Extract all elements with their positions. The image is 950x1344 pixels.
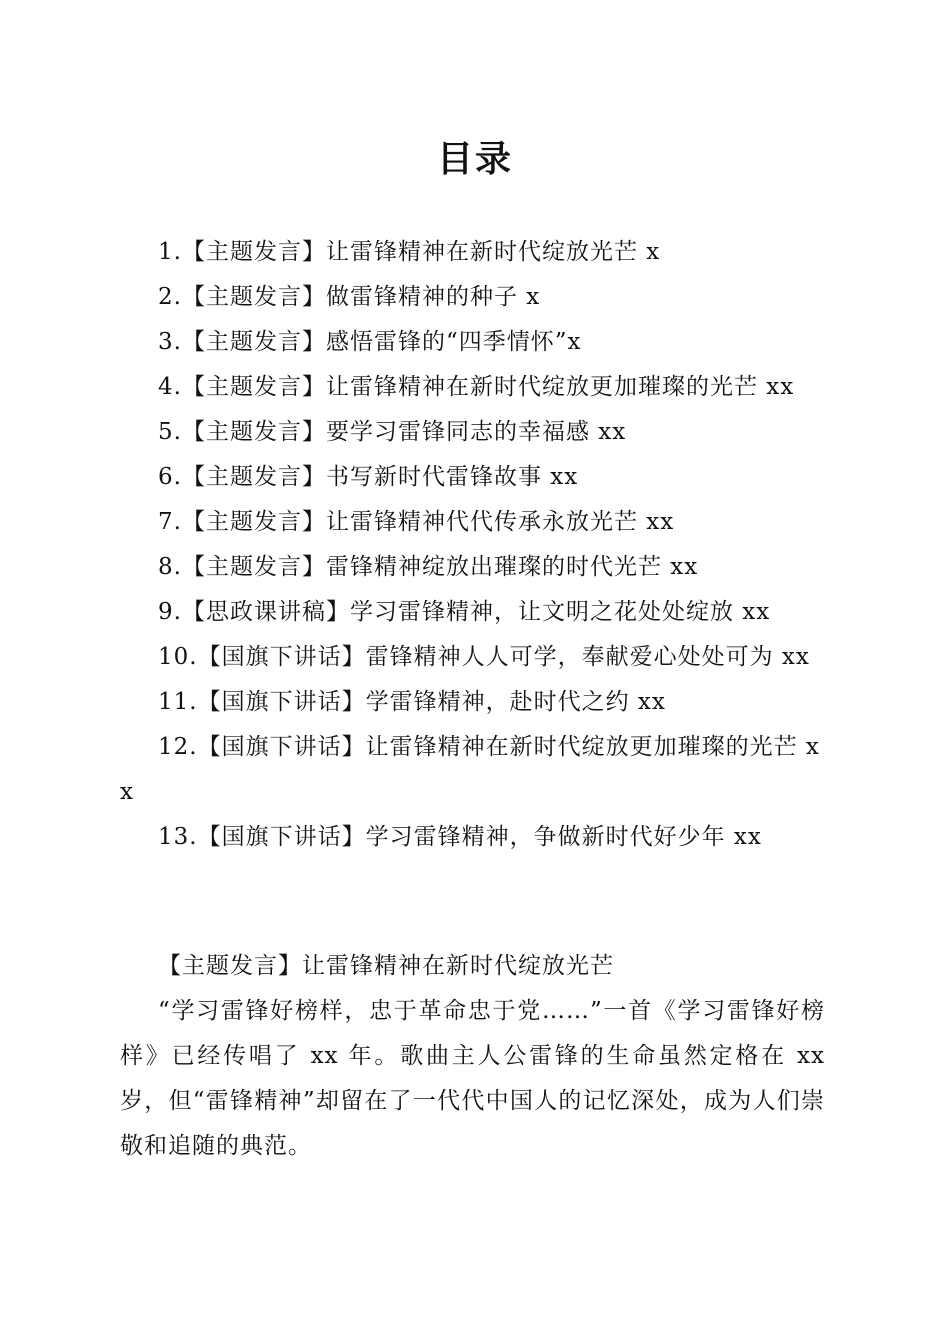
toc-item: 8.【主题发言】雷锋精神绽放出璀璨的时代光芒 xx bbox=[158, 554, 699, 580]
toc-item: 3.【主题发言】感悟雷锋的“四季情怀”x bbox=[158, 329, 582, 355]
toc-item: 11.【国旗下讲话】学雷锋精神，赴时代之约 xx bbox=[158, 689, 666, 715]
toc-item: 13.【国旗下讲话】学习雷锋精神，争做新时代好少年 xx bbox=[158, 824, 762, 850]
toc-item: 5.【主题发言】要学习雷锋同志的幸福感 xx bbox=[158, 419, 627, 445]
body-paragraph: “学习雷锋好榜样，忠于革命忠于党……”一首《学习雷锋好榜样》已经传唱了 xx 年。歌曲主人公雷锋的生命虽然定格在 xx 岁，但“雷锋精神”却留在了一代代中国人的记忆深处，成为人们崇敬和追随的典范。 bbox=[120, 998, 825, 1159]
toc-item: 10.【国旗下讲话】雷锋精神人人可学，奉献爱心处处可为 xx bbox=[158, 644, 810, 670]
toc-item: 2.【主题发言】做雷锋精神的种子 x bbox=[158, 284, 541, 310]
page-title: 目录 bbox=[436, 138, 513, 180]
table-of-contents bbox=[120, 230, 825, 860]
toc-item: 12.【国旗下讲话】让雷锋精神在新时代绽放更加璀璨的光芒 xx bbox=[120, 734, 820, 805]
toc-item: 6.【主题发言】书写新时代雷锋故事 xx bbox=[158, 464, 579, 490]
section-heading: 【主题发言】让雷锋精神在新时代绽放光芒 bbox=[158, 953, 614, 979]
toc-item: 4.【主题发言】让雷锋精神在新时代绽放更加璀璨的光芒 xx bbox=[158, 374, 795, 400]
toc-item: 9.【思政课讲稿】学习雷锋精神，让文明之花处处绽放 xx bbox=[158, 599, 771, 625]
toc-item: 7.【主题发言】让雷锋精神代代传承永放光芒 xx bbox=[158, 509, 675, 535]
toc-item: 1.【主题发言】让雷锋精神在新时代绽放光芒 x bbox=[158, 239, 661, 265]
document-content bbox=[120, 944, 825, 1169]
